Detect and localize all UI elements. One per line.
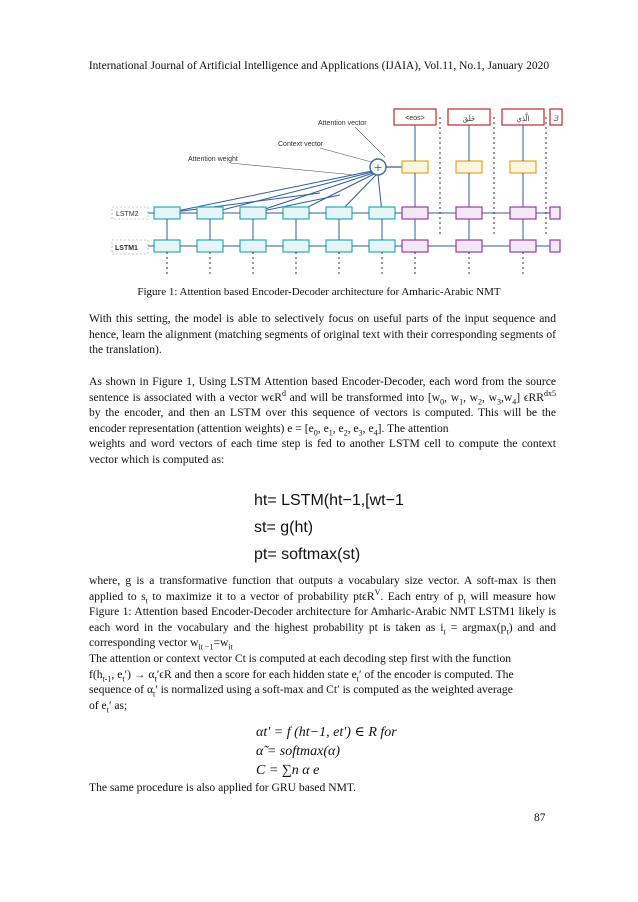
running-header: International Journal of Artificial Intelligence and Applications (IJAIA), Vol.11, No.1, January 2020 bbox=[88, 60, 550, 72]
page-number: 87 bbox=[534, 812, 546, 824]
equation-alpha-softmax: α̃ = softmax(α) bbox=[256, 744, 341, 759]
figure-caption: Figure 1: Attention based Encoder-Decoder architecture for Amharic-Arabic NMT bbox=[137, 286, 501, 298]
paragraph-3: where, g is a transformative function that outputs a vocabulary size vector. A soft-max is then applied to $s_t$ to maximize it to a vector of probability ptϵR$^V$. Each entry of $p_t$ will measure how Figure 1: Attention based Encoder-Decoder architecture for Amharic-Arabic NMT LSTM1 likely is each word in the vocabulary and the highest probability pt is taken as $i_t = argmax(p_t)$ and and corresponding vector $w_{it -1}=w_{it}$ bbox=[89, 574, 556, 652]
equation-softmax: pt= softmax(st) bbox=[254, 546, 361, 563]
context-vector-label: Context vector bbox=[278, 141, 324, 148]
attention-weight-label: Attention weight bbox=[188, 156, 238, 163]
paragraph-1: With this setting, the model is able to selectively focus on useful parts of the input sequence and hence, learn the alignment (matching segments of original text with their corresponding segments of the translation). bbox=[89, 312, 556, 357]
paragraph-4: The attention or context vector Ct is computed at each decoding step first with the function $f(h_{t-1}$, $e_t') \to \alpha_t'\epsilon R$ and then a score for each hidden state $e_t'$ of the encoder is computed. The sequence of $\alpha_t'$ is normalized using a soft-max and Ct′ is computed as the weighted average of $e_t'$ as; bbox=[89, 652, 514, 715]
output-word-3: كَ bbox=[553, 116, 559, 123]
equation-block-2 bbox=[256, 723, 397, 778]
equation-lstm: ht= LSTM(ht−1,[wt−1 bbox=[254, 492, 404, 509]
decoder-attention-row bbox=[402, 161, 536, 173]
lstm2-label: LSTM2 bbox=[116, 211, 139, 218]
paragraph-2: As shown in Figure 1, Using LSTM Attention based Encoder-Decoder, each word from the source sentence is associated with a vector wϵR$^d$ and will be transformed into [$w_0$, $w_1$, $w_2$, $w_3,w_4$] ϵRR$^{dx5}$ by the encoder, and then an LSTM over this sequence of vectors is computed. This will be the encoder representation (attention weights) $e = [e_0$, $e_1$, $e_2$, $e_3$, $e_4$]. The attention weights and word vectors of each time step is fed to another LSTM cell to compute the context vector which is computed as: bbox=[89, 375, 557, 466]
equation-alpha: αt′ = f (ht−1, et′) ∈ R for bbox=[256, 725, 397, 740]
lstm1-label: LSTM1 bbox=[115, 245, 138, 252]
output-word-1: خَلَقَ bbox=[462, 116, 476, 123]
equation-block-1 bbox=[254, 487, 404, 568]
architecture-figure bbox=[110, 95, 558, 280]
output-word-2: الَّذِي bbox=[516, 116, 530, 123]
eos-label: <eos> bbox=[405, 115, 425, 122]
equation-g: st= g(ht) bbox=[254, 519, 314, 536]
attention-vector-label: Attention vector bbox=[318, 120, 367, 127]
equation-context-sum: C = ∑n α e bbox=[256, 763, 320, 778]
paragraph-5: The same procedure is also applied for GRU based NMT. bbox=[89, 781, 357, 794]
svg-text:+: + bbox=[373, 161, 383, 174]
